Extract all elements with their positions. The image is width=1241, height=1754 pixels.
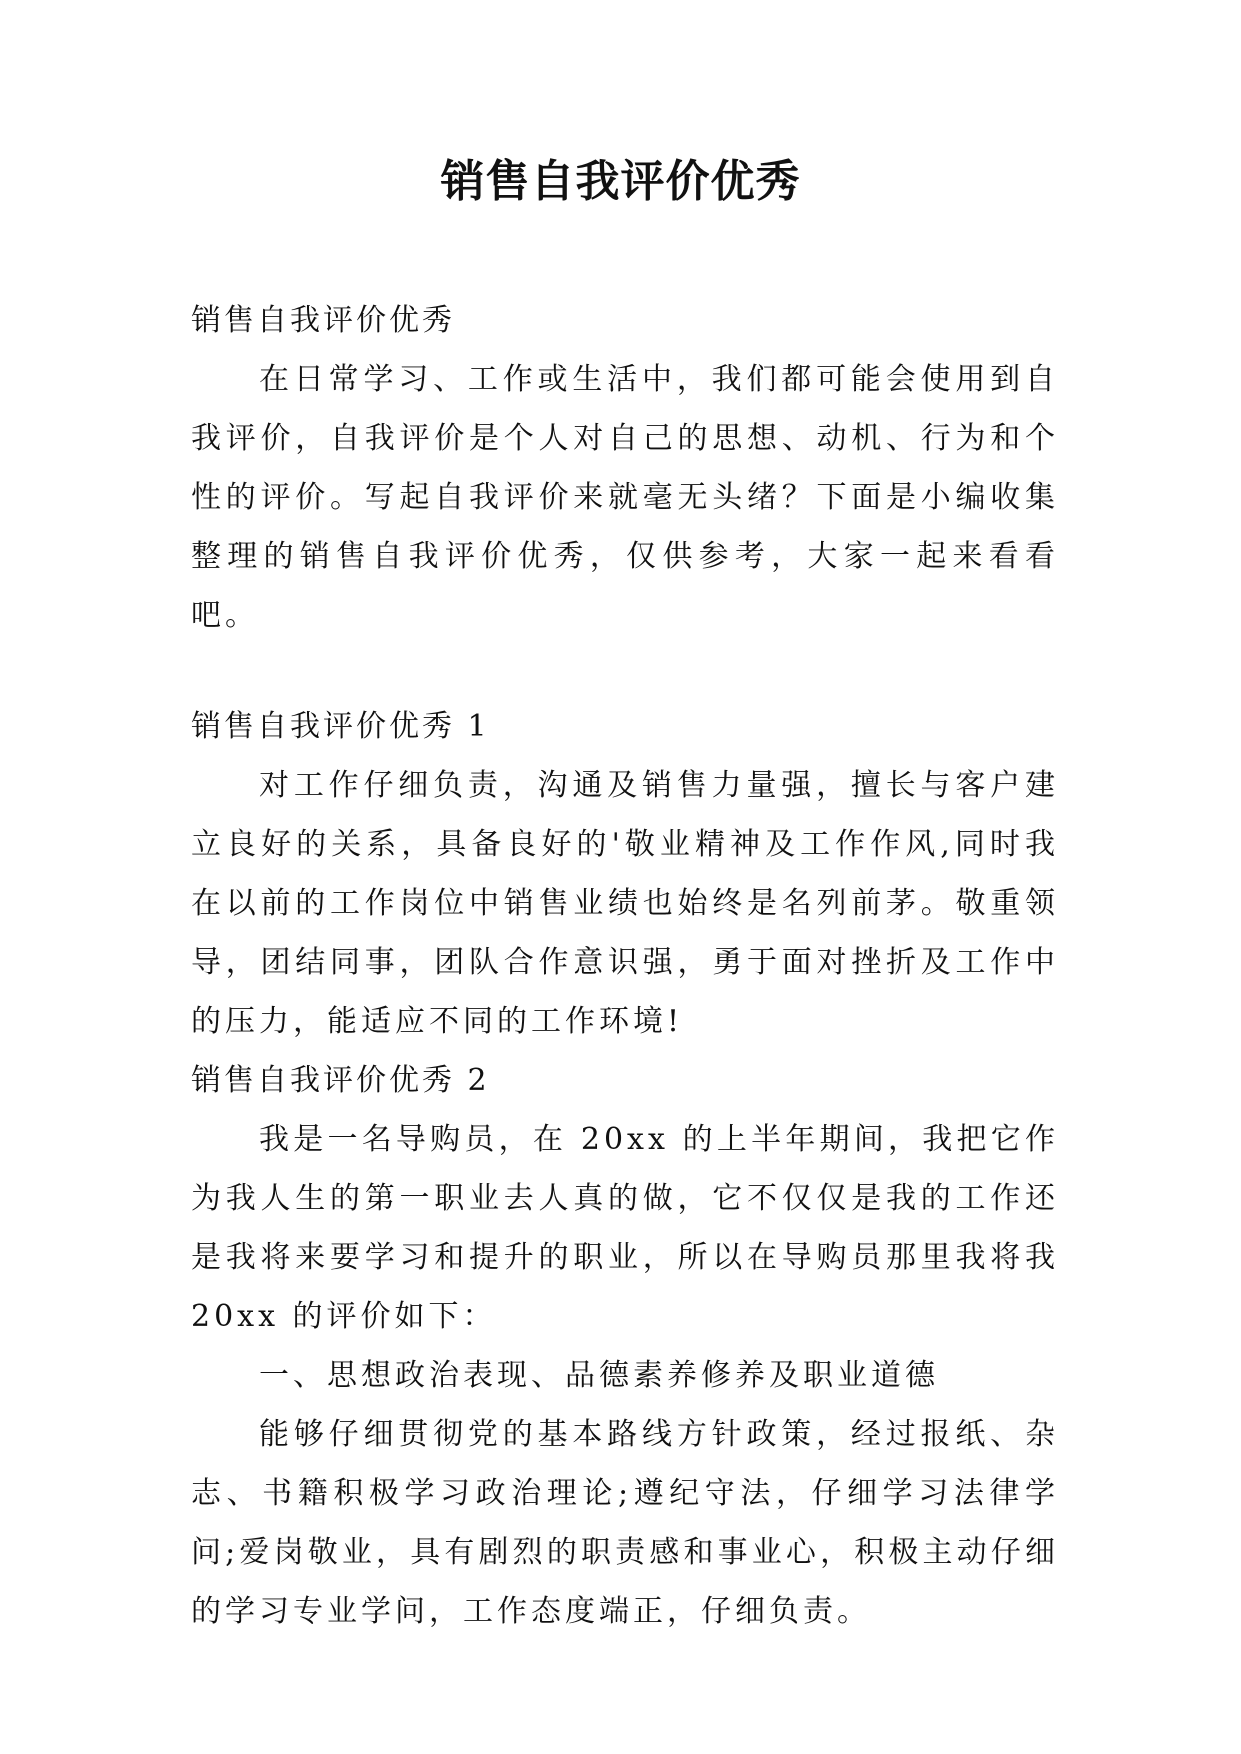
intro-paragraph: 在日常学习、工作或生活中，我们都可能会使用到自我评价，自我评价是个人对自己的思想、动机、行为和个性的评价。写起自我评价来就毫无头绪？下面是小编收集整理的销售自我评价优秀，仅供参考，大家一起来看看吧。: [191, 362, 1059, 633]
subsection-paragraph: 能够仔细贯彻党的基本路线方针政策，经过报纸、杂志、书籍积极学习政治理论;遵纪守法，仔细学习法律学问;爱岗敬业，具有剧烈的职责感和事业心，积极主动仔细的学习专业学问，工作态度端正，仔细负责。: [191, 1417, 1059, 1629]
section-1-heading: 销售自我评价优秀 1: [191, 709, 490, 744]
section-1-paragraph: 对工作仔细负责，沟通及销售力量强，擅长与客户建立良好的关系，具备良好的'敬业精神及工作作风,同时我在以前的工作岗位中销售业绩也始终是名列前茅。敬重领导，团结同事，团队合作意识强，勇于面对挫折及工作中的压力，能适应不同的工作环境!: [191, 768, 1059, 1039]
section-2-paragraph: 我是一名导购员，在 20xx 的上半年期间，我把它作为我人生的第一职业去人真的做，它不仅仅是我的工作还是我将来要学习和提升的职业，所以在导购员那里我将我 20xx 的评价如下：: [191, 1122, 1059, 1334]
document-title: 销售自我评价优秀: [440, 156, 801, 207]
document-body: [191, 291, 1059, 1641]
intro-heading: 销售自我评价优秀: [191, 303, 455, 338]
subsection-heading: 一、思想政治表现、品德素养修养及职业道德: [259, 1358, 939, 1393]
section-2-heading: 销售自我评价优秀 2: [191, 1063, 490, 1098]
